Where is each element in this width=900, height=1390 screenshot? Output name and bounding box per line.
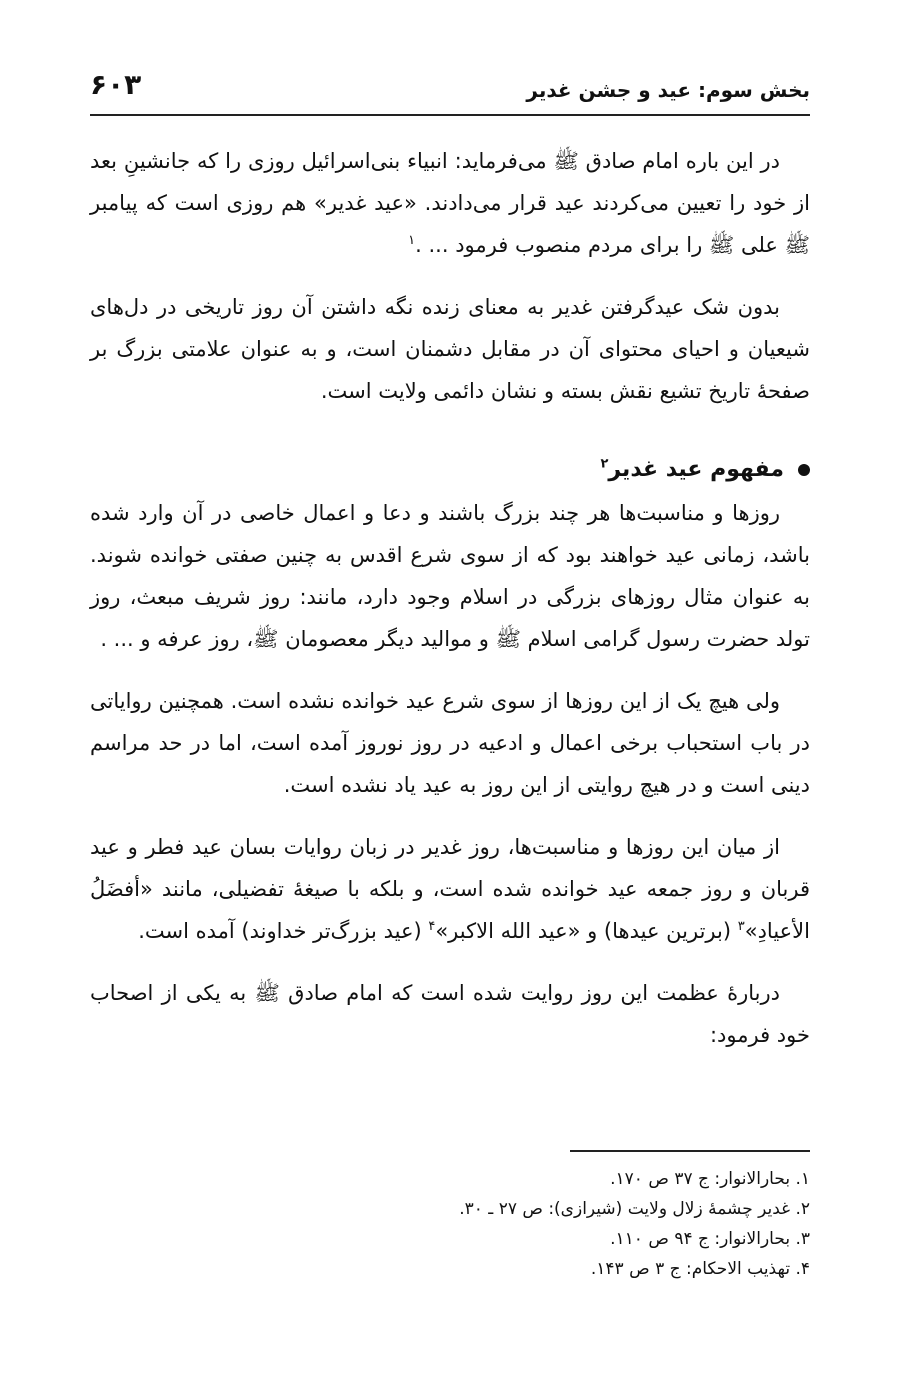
bullet-icon (798, 464, 810, 476)
footnote-4: ۴. تهذیب الاحکام: ج ۳ ص ۱۴۳. (590, 1259, 810, 1279)
footnote-1: ۱. بحارالانوار: ج ۳۷ ص ۱۷۰. (610, 1169, 810, 1189)
paragraph-1-text: در این باره امام صادق ﷺ می‌فرماید: انبیاء بنی‌اسرائیل روزی را که جانشینِ بعد از خود را تعیین می‌کردند عید قرار می‌دادند. «عید غدیر» هم روزی است که پیامبر ﷺ علی ﷺ را برای مردم منصوب فرمود ... . (90, 149, 810, 257)
paragraph-6: دربارهٔ عظمت این روز روایت شده است که امام صادق ﷺ به یکی از اصحاب خود فرمود: (90, 981, 810, 1047)
main-text (90, 140, 810, 1076)
footnote-3: ۳. بحارالانوار: ج ۹۴ ص ۱۱۰. (610, 1229, 810, 1249)
page-header (90, 62, 810, 116)
paragraph-5-part-2: (برترین عیدها) و «عید الله الاکبر» (435, 919, 738, 943)
paragraph-2: بدون شک عیدگرفتن غدیر به معنای زنده نگه داشتن آن روز تاریخی در دل‌های شیعیان و احیای محتوای آن در مقابل دشمنان است، و به عنوان علامتی بزرگ بر صفحهٔ تاریخ تشیع نقش بسته و نشان دائمی ولایت است. (90, 295, 810, 403)
paragraph-1 (90, 140, 810, 266)
paragraph-3: روزها و مناسبت‌ها هر چند بزرگ باشند و دعا و اعمال خاصی در آن وارد شده باشد، زمانی عید خواهند بود که از سوی شرع اقدس به چنین صفتی خوانده شوند. به عنوان مثال روزهای بزرگی در اسلام وجود دارد، مانند: روز شریف مبعث، روز تولد حضرت رسول گرامی اسلام ﷺ و موالید دیگر معصومان ﷺ، روز عرفه و ... . (90, 501, 810, 651)
section-heading-text: مفهوم عید غدیر (608, 457, 784, 482)
paragraph-4: ولی هیچ یک از این روزها از سوی شرع عید خوانده نشده است. همچنین روایاتی در باب استحباب برخی اعمال و ادعیه در روز نوروز آمده است، اما در حد مراسم دینی است و در هیچ روایتی از این روز به عید یاد نشده است. (90, 689, 810, 797)
footnote-ref-1: ۱ (408, 233, 416, 248)
footnotes (90, 1164, 810, 1284)
footnote-ref-4: ۴ (428, 919, 436, 934)
running-title: بخش سوم: عید و جشن غدیر (526, 78, 810, 102)
section-heading (90, 450, 810, 490)
paragraph-5-part-1: از میان این روزها و مناسبت‌ها، روز غدیر در زبان روایات بسان عید فطر و عید قربان و روز جمعه عید خوانده شده است، و بلکه با صیغهٔ تفضیلی، مانند «أفضَلُ الأعیادِ» (90, 835, 810, 943)
footnote-ref-2: ۲ (600, 456, 609, 472)
page-number: ۶۰۳ (90, 68, 142, 101)
footnote-ref-3: ۳ (737, 919, 745, 934)
footnote-divider (570, 1150, 810, 1152)
footnote-2: ۲. غدیر چشمهٔ زلال ولایت (شیرازی): ص ۲۷ ـ ۳۰. (459, 1199, 810, 1219)
paragraph-5 (90, 826, 810, 952)
paragraph-5-part-3: (عید بزرگ‌تر خداوند) آمده است. (138, 919, 429, 943)
